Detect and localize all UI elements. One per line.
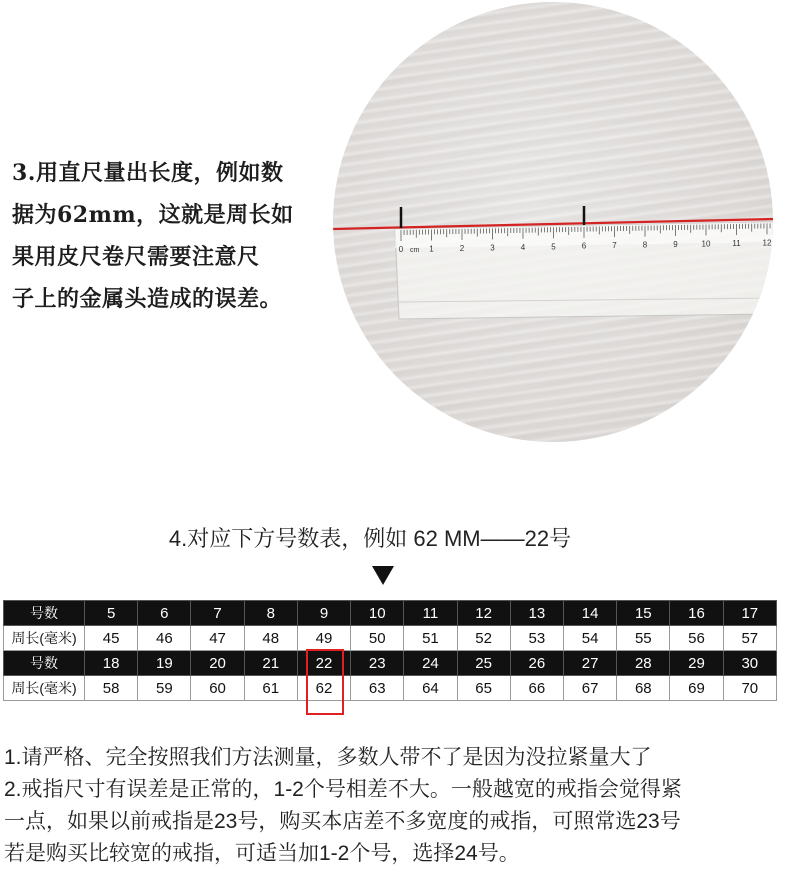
ruler-tick-label: 9	[673, 240, 678, 250]
notes	[4, 742, 788, 870]
step3-line: 子上的金属头造成的误差。	[12, 286, 283, 312]
table-cell: 15	[617, 601, 670, 626]
table-cell: 13	[510, 601, 563, 626]
step3-line: 果用皮尺卷尺需要注意尺	[12, 244, 260, 270]
ruler-tick-label: 12	[762, 238, 772, 248]
table-cell: 62	[297, 676, 350, 701]
table-cell: 21	[244, 651, 297, 676]
ruler-illustration	[333, 2, 773, 442]
step3-line: 3.用直尺量出长度，例如数	[12, 160, 284, 186]
table-cell: 70	[723, 676, 776, 701]
table-cell: 61	[244, 676, 297, 701]
ruler-tick-label: 8	[642, 240, 648, 250]
table-cell: 19	[138, 651, 191, 676]
table-cell: 20	[191, 651, 244, 676]
table-cell: 68	[617, 676, 670, 701]
table-cell: 5	[85, 601, 138, 626]
ruler-tick-label: 0	[398, 245, 404, 254]
step3-instructions	[12, 152, 332, 320]
down-arrow-icon	[372, 566, 394, 585]
table-cell: 22	[297, 651, 350, 676]
table-cell: 56	[670, 626, 723, 651]
ruler-tick-label: 5	[551, 242, 556, 252]
ruler-tick-label: 1	[429, 244, 434, 254]
table-row	[4, 601, 777, 626]
table-cell: 7	[191, 601, 244, 626]
table-row	[4, 626, 777, 651]
table-cell: 16	[670, 601, 723, 626]
table-cell: 26	[510, 651, 563, 676]
row-label: 周长(毫米)	[4, 626, 85, 651]
table-cell: 11	[404, 601, 457, 626]
table-cell: 25	[457, 651, 510, 676]
table-cell: 18	[85, 651, 138, 676]
table-cell: 28	[617, 651, 670, 676]
step3-line: 据为62mm，这就是周长如	[12, 202, 294, 228]
table-cell: 51	[404, 626, 457, 651]
ruler-tick-label: 4	[520, 242, 526, 252]
table-cell: 17	[723, 601, 776, 626]
table-cell: 23	[351, 651, 404, 676]
table-cell: 8	[244, 601, 297, 626]
note-line: 一点，如果以前戒指是23号，购买本店差不多宽度的戒指，可照常选23号	[4, 810, 681, 833]
table-cell: 52	[457, 626, 510, 651]
table-cell: 64	[404, 676, 457, 701]
table-cell: 10	[351, 601, 404, 626]
table-cell: 65	[457, 676, 510, 701]
table-cell: 47	[191, 626, 244, 651]
table-cell: 54	[563, 626, 616, 651]
example-size-highlight	[306, 649, 344, 715]
ruler-unit-label: cm	[410, 247, 420, 254]
table-cell: 55	[617, 626, 670, 651]
table-cell: 30	[723, 651, 776, 676]
ruler-tick-label: 6	[581, 241, 587, 251]
ring-size-table	[3, 600, 777, 701]
table-cell: 12	[457, 601, 510, 626]
ruler-tick-label: 7	[612, 241, 617, 251]
table-cell: 29	[670, 651, 723, 676]
table-cell: 63	[351, 676, 404, 701]
ruler-tick-label: 11	[732, 238, 741, 248]
table-cell: 53	[510, 626, 563, 651]
table-cell: 67	[563, 676, 616, 701]
table-cell: 48	[244, 626, 297, 651]
table-cell: 6	[138, 601, 191, 626]
table-cell: 60	[191, 676, 244, 701]
table-cell: 24	[404, 651, 457, 676]
table-cell: 14	[563, 601, 616, 626]
table-cell: 50	[351, 626, 404, 651]
step4-title: 4.对应下方号数表，例如 62 MM——22号	[168, 526, 572, 551]
table-cell: 59	[138, 676, 191, 701]
row-label: 号数	[4, 601, 85, 626]
table-cell: 58	[85, 676, 138, 701]
note-line: 2.戒指尺寸有误差是正常的，1-2个号相差不大。一般越宽的戒指会觉得紧	[4, 778, 682, 801]
table-row	[4, 651, 777, 676]
ruler-tick-label: 10	[701, 239, 711, 249]
table-cell: 69	[670, 676, 723, 701]
table-cell: 57	[723, 626, 776, 651]
table-cell: 27	[563, 651, 616, 676]
table-cell: 45	[85, 626, 138, 651]
ruler-tick-label: 2	[459, 243, 465, 253]
note-line: 1.请严格、完全按照我们方法测量，多数人带不了是因为没拉紧量大了	[4, 746, 652, 769]
row-label: 号数	[4, 651, 85, 676]
ruler-tick-label: 3	[490, 243, 495, 253]
note-line: 若是购买比较宽的戒指，可适当加1-2个号，选择24号。	[4, 842, 520, 865]
table-cell: 49	[297, 626, 350, 651]
row-label: 周长(毫米)	[4, 676, 85, 701]
table-cell: 66	[510, 676, 563, 701]
table-cell: 46	[138, 626, 191, 651]
table-row	[4, 676, 777, 701]
ruler-measurement-photo	[333, 2, 773, 442]
table-cell: 9	[297, 601, 350, 626]
